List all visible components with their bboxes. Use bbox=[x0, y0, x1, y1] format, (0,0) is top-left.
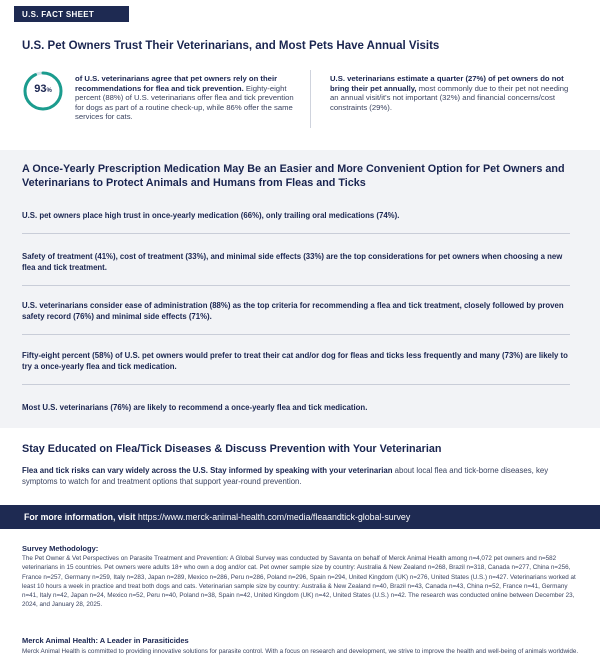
annual-visit-body: most commonly due to their pet not needing an annual visit/it's not important (32%) and financial concerns/cost constraints (29%). bbox=[330, 83, 569, 112]
more-info-bar bbox=[0, 505, 600, 529]
methodology-text: The Pet Owner & Vet Perspectives on Parasite Treatment and Prevention: A Global Survey was conducted by Savanta on behalf of Merck Animal Health among n=4,072 pet owners and n=582 veterinarians in 15 countries. Pet owners were adults 18+ who own a dog and/or cat. Pet owner sample size by country: Australia & New Zealand n=268, Brazil n=318, Canada n=277, China n=256, France n=257, Germany n=259, Italy n=283, Japan n=289, Mexico n=286, Peru n=286, Poland n=296, Spain n=294, United Kingdom (UK) n=276, United States (U.S.) n=427. Veterinarians worked at least 10 hours a week in practice and treat both dogs and cats. Veterinarian sample size by country: Australia & New Zealand n=40, Brazil n=43, Canada n=43, China n=52, France n=41, Germany n=41, Italy n=42, Japan n=24, Mexico n=52, Peru n=40, Poland n=38, Spain n=42, United Kingdom (UK) n=42, United States (U.S.) n=42. The research was conducted online between December 23, 2024, and January 28, 2025. bbox=[22, 555, 576, 609]
findings-section bbox=[0, 150, 600, 428]
educate-body: about local flea and tick-borne diseases, key symptoms to watch for and treatment options that support year-round prevention. bbox=[22, 466, 549, 486]
vet-recommendation-bold: of U.S. veterinarians agree that pet owners rely on their recommendations for flea and tick prevention. bbox=[75, 74, 278, 93]
annual-visit-stat bbox=[330, 74, 575, 112]
stat-ring-value: 93% bbox=[34, 83, 52, 95]
more-info-label: For more information, visit bbox=[24, 512, 136, 522]
annual-visit-bold: U.S. veterinarians estimate a quarter (27%) of pet owners do not bring their pet annually, bbox=[330, 74, 564, 93]
finding-item: Safety of treatment (41%), cost of treatment (33%), and minimal side effects (33%) are the top considerations for pet owners when choosing a new flea and tick treatment. bbox=[22, 252, 563, 272]
educate-bold: Flea and tick risks can vary widely across the U.S. Stay informed by speaking with your veterinarian bbox=[22, 466, 393, 475]
finding-item: U.S. veterinarians consider ease of administration (88%) as the top criteria for recommending a flea and tick treatment, closely followed by proven safety record (76%) and minimal side effects (71%). bbox=[22, 301, 564, 321]
leader-title: Merck Animal Health: A Leader in Parasiticides bbox=[22, 636, 189, 645]
leader-text: Merck Animal Health is committed to providing innovative solutions for parasite control. With a focus on research and development, we strive to improve the health and well-being of animals worldwide. bbox=[22, 648, 579, 655]
methodology-title: Survey Methodology: bbox=[22, 544, 99, 553]
finding-item: U.S. pet owners place high trust in once-yearly medication (66%), only trailing oral medications (74%). bbox=[22, 211, 400, 220]
fact-sheet-tag: U.S. FACT SHEET bbox=[14, 6, 129, 22]
finding-divider bbox=[22, 285, 570, 286]
educate-title: Stay Educated on Flea/Tick Diseases & Discuss Prevention with Your Veterinarian bbox=[22, 443, 442, 455]
page-headline: U.S. Pet Owners Trust Their Veterinarians, and Most Pets Have Annual Visits bbox=[22, 40, 440, 52]
vet-recommendation-body: Eighty-eight percent (88%) of U.S. veterinarians offer flea and tick prevention for dogs as part of a routine check-up, while 86% offer the same services for cats. bbox=[75, 83, 294, 122]
findings-title: A Once-Yearly Prescription Medication May Be an Easier and More Convenient Option for Pet Owners and Veterinarians to Protect Animals and Humans from Fleas and Ticks bbox=[22, 163, 565, 189]
stat-divider bbox=[310, 70, 311, 128]
vet-recommendation-stat bbox=[75, 74, 297, 122]
finding-divider bbox=[22, 384, 570, 385]
finding-divider bbox=[22, 334, 570, 335]
educate-text bbox=[22, 466, 577, 487]
finding-item: Fifty-eight percent (58%) of U.S. pet owners would prefer to treat their cat and/or dog for fleas and ticks less frequently and many (73%) are likely to try a once-yearly flea and tick medication. bbox=[22, 351, 568, 371]
finding-item: Most U.S. veterinarians (76%) are likely to recommend a once-yearly flea and tick medication. bbox=[22, 403, 368, 412]
more-info-link[interactable]: https://www.merck-animal-health.com/media/fleaandtick-global-survey bbox=[137, 512, 411, 522]
finding-divider bbox=[22, 233, 570, 234]
